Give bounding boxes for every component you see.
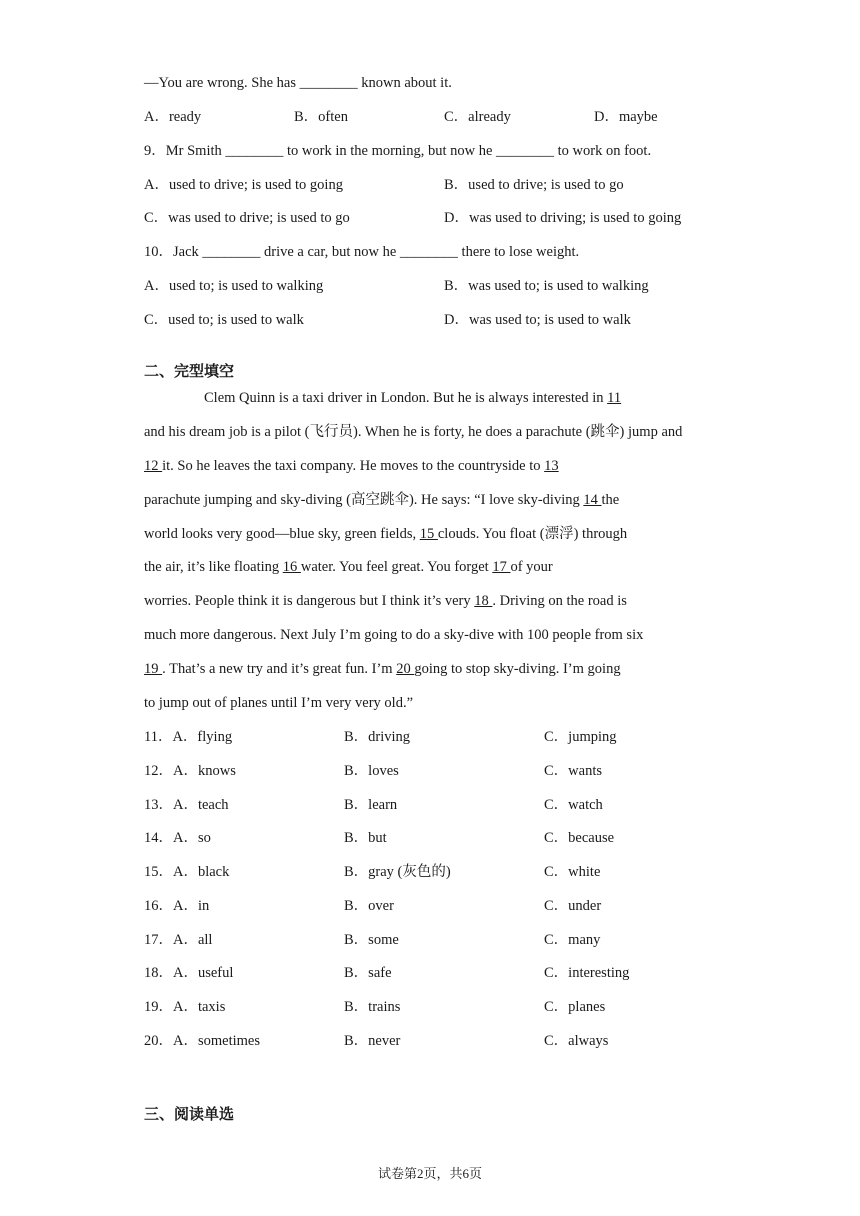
passage-text: Clem Quinn is a taxi driver in London. But he is always interested in xyxy=(204,390,608,406)
q8-option-d: D．maybe xyxy=(594,109,658,125)
q12-option-a: 12．A．knows xyxy=(144,763,236,779)
q13-option-a: 13．A．teach xyxy=(144,797,229,813)
passage-text: and his dream job is a pilot (飞行员). When he is forty, he does a parachute (跳伞) jump and xyxy=(144,424,683,440)
q18-option-a: 18．A．useful xyxy=(144,965,234,981)
q11-option-b: B．driving xyxy=(344,729,411,745)
q10-option-a: A．used to; is used to walking xyxy=(144,278,324,294)
passage-text: parachute jumping and sky-diving (高空跳伞). He says: “I love sky-diving xyxy=(144,492,584,508)
passage-text: . That’s a new try and it’s great fun. I’m xyxy=(162,661,397,677)
q8-option-a: A．ready xyxy=(144,109,202,125)
passage-text: worries. People think it is dangerous but I think it’s very xyxy=(144,593,475,609)
blank-12: 12 xyxy=(144,458,163,474)
q9-option-a: A．used to drive; is used to going xyxy=(144,177,343,193)
blank-20: 20 xyxy=(396,661,415,677)
section-2-heading: 二、完型填空 xyxy=(144,362,235,380)
q16-option-a: 16．A．in xyxy=(144,898,210,914)
blank-15: 15 xyxy=(419,526,438,542)
passage-line-10 xyxy=(144,693,413,713)
passage-line-8 xyxy=(144,625,643,645)
passage-line-2 xyxy=(144,422,682,442)
q9-option-d: D．was used to driving; is used to going xyxy=(444,210,682,226)
passage-line-1 xyxy=(204,388,621,408)
passage-text: it. So he leaves the taxi company. He moves to the countryside to xyxy=(162,458,545,474)
q14-option-a: 14．A．so xyxy=(144,830,211,846)
blank-19: 19 xyxy=(144,661,163,677)
q10-option-b: B．was used to; is used to walking xyxy=(444,278,649,294)
passage-text: much more dangerous. Next July I’m going to do a sky-dive with 100 people from six xyxy=(144,627,644,643)
question-10-stem: 10．Jack ________ drive a car, but now he ________ there to lose weight. xyxy=(144,244,580,260)
blank-13: 13 xyxy=(544,458,559,474)
q14-option-b: B．but xyxy=(344,830,387,846)
passage-text: to jump out of planes until I’m very very old.” xyxy=(144,695,414,711)
blank-16: 16 xyxy=(282,559,301,575)
q20-option-c: C．always xyxy=(544,1033,609,1049)
passage-line-4 xyxy=(144,490,619,510)
passage-line-5 xyxy=(144,524,627,544)
q12-option-b: B．loves xyxy=(344,763,399,779)
q15-option-a: 15．A．black xyxy=(144,864,230,880)
page-footer: 试卷第2页，共6页 xyxy=(377,1166,482,1181)
q8-option-b: B．often xyxy=(294,109,348,125)
passage-text: of your xyxy=(510,559,553,575)
q10-option-d: D．was used to; is used to walk xyxy=(444,312,631,328)
q9-option-b: B．used to drive; is used to go xyxy=(444,177,624,193)
q13-option-b: B．learn xyxy=(344,797,398,813)
passage-text: water. You feel great. You forget xyxy=(300,559,493,575)
q19-option-a: 19．A．taxis xyxy=(144,999,226,1015)
q16-option-b: B．over xyxy=(344,898,394,914)
q18-option-b: B．safe xyxy=(344,965,392,981)
q19-option-c: C．planes xyxy=(544,999,606,1015)
q20-option-a: 20．A．sometimes xyxy=(144,1033,260,1049)
passage-text: the air, it’s like floating xyxy=(144,559,283,575)
question-8-tail: —You are wrong. She has ________ known about it. xyxy=(144,75,452,91)
blank-14: 14 xyxy=(583,492,602,508)
q19-option-b: B．trains xyxy=(344,999,401,1015)
blank-17: 17 xyxy=(492,559,511,575)
blank-11: 11 xyxy=(607,390,622,406)
passage-line-3 xyxy=(144,456,559,476)
q17-option-b: B．some xyxy=(344,932,399,948)
q16-option-c: C．under xyxy=(544,898,602,914)
q15-option-b: B．gray (灰色的) xyxy=(344,864,451,880)
q9-option-c: C．was used to drive; is used to go xyxy=(144,210,350,226)
question-9-stem: 9．Mr Smith ________ to work in the morning, but now he ________ to work on foot. xyxy=(144,143,652,159)
passage-line-9 xyxy=(144,659,621,679)
q12-option-c: C．wants xyxy=(544,763,602,779)
passage-line-6 xyxy=(144,557,553,577)
q17-option-a: 17．A．all xyxy=(144,932,213,948)
passage-text: world looks very good—blue sky, green fields, xyxy=(144,526,420,542)
q15-option-c: C．white xyxy=(544,864,601,880)
passage-text: the xyxy=(601,492,620,508)
section-3-heading: 三、阅读单选 xyxy=(144,1105,235,1123)
q17-option-c: C．many xyxy=(544,932,601,948)
blank-18: 18 xyxy=(474,593,493,609)
q11-option-c: C．jumping xyxy=(544,729,617,745)
passage-text: going to stop sky-diving. I’m going xyxy=(414,661,621,677)
q10-option-c: C．used to; is used to walk xyxy=(144,312,304,328)
q14-option-c: C．because xyxy=(544,830,615,846)
q20-option-b: B．never xyxy=(344,1033,401,1049)
passage-line-7 xyxy=(144,591,627,611)
q11-option-a: 11．A．flying xyxy=(144,729,233,745)
passage-text: . Driving on the road is xyxy=(492,593,627,609)
q18-option-c: C．interesting xyxy=(544,965,630,981)
q8-option-c: C．already xyxy=(444,109,511,125)
passage-text: clouds. You float (漂浮) through xyxy=(437,526,628,542)
q13-option-c: C．watch xyxy=(544,797,603,813)
